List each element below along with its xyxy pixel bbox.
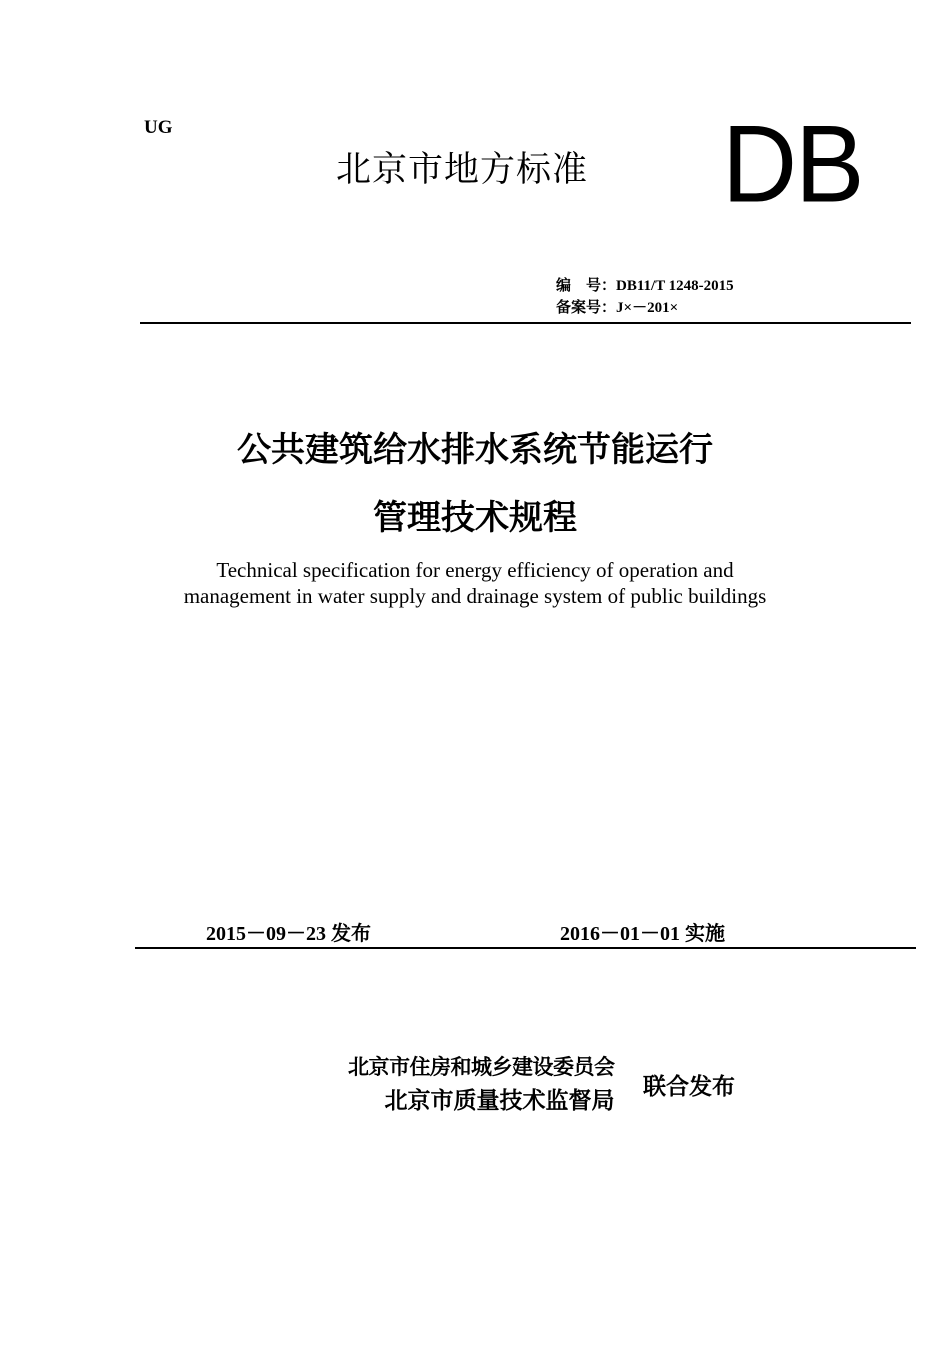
publisher-org1: 北京市住房和城乡建设委员会 — [348, 1055, 615, 1079]
record-number-label: 备案号： — [556, 300, 617, 316]
title-en-line2: management in water supply and drainage system of public buildings — [183, 584, 767, 608]
standard-codes — [556, 275, 734, 319]
standard-number-label: 编 号： — [556, 278, 617, 294]
bottom-divider — [135, 947, 916, 949]
standard-number-row — [556, 275, 734, 297]
implementation-date: 2016－01－01 实施 — [560, 923, 725, 945]
title-en-line1: Technical specification for energy efficiency of operation and — [216, 558, 734, 582]
standard-number-value: DB11/T 1248-2015 — [616, 278, 734, 294]
standard-type-heading: 北京市地方标准 — [336, 150, 589, 190]
publisher-org2: 北京市质量技术监督局 — [384, 1088, 615, 1114]
publisher-organizations — [348, 1050, 615, 1118]
issue-date: 2015－09－23 发布 — [206, 923, 371, 945]
joint-publish-label: 联合发布 — [643, 1074, 735, 1100]
classification-code: UG — [144, 117, 173, 138]
db-standard-mark: DB — [722, 103, 863, 226]
record-number-row — [556, 297, 734, 319]
title-en — [0, 557, 950, 609]
title-cn-line1: 公共建筑给水排水系统节能运行 — [237, 430, 713, 470]
top-divider — [140, 322, 911, 324]
title-cn-line2: 管理技术规程 — [373, 498, 577, 538]
record-number-value: J×－201× — [616, 300, 679, 316]
